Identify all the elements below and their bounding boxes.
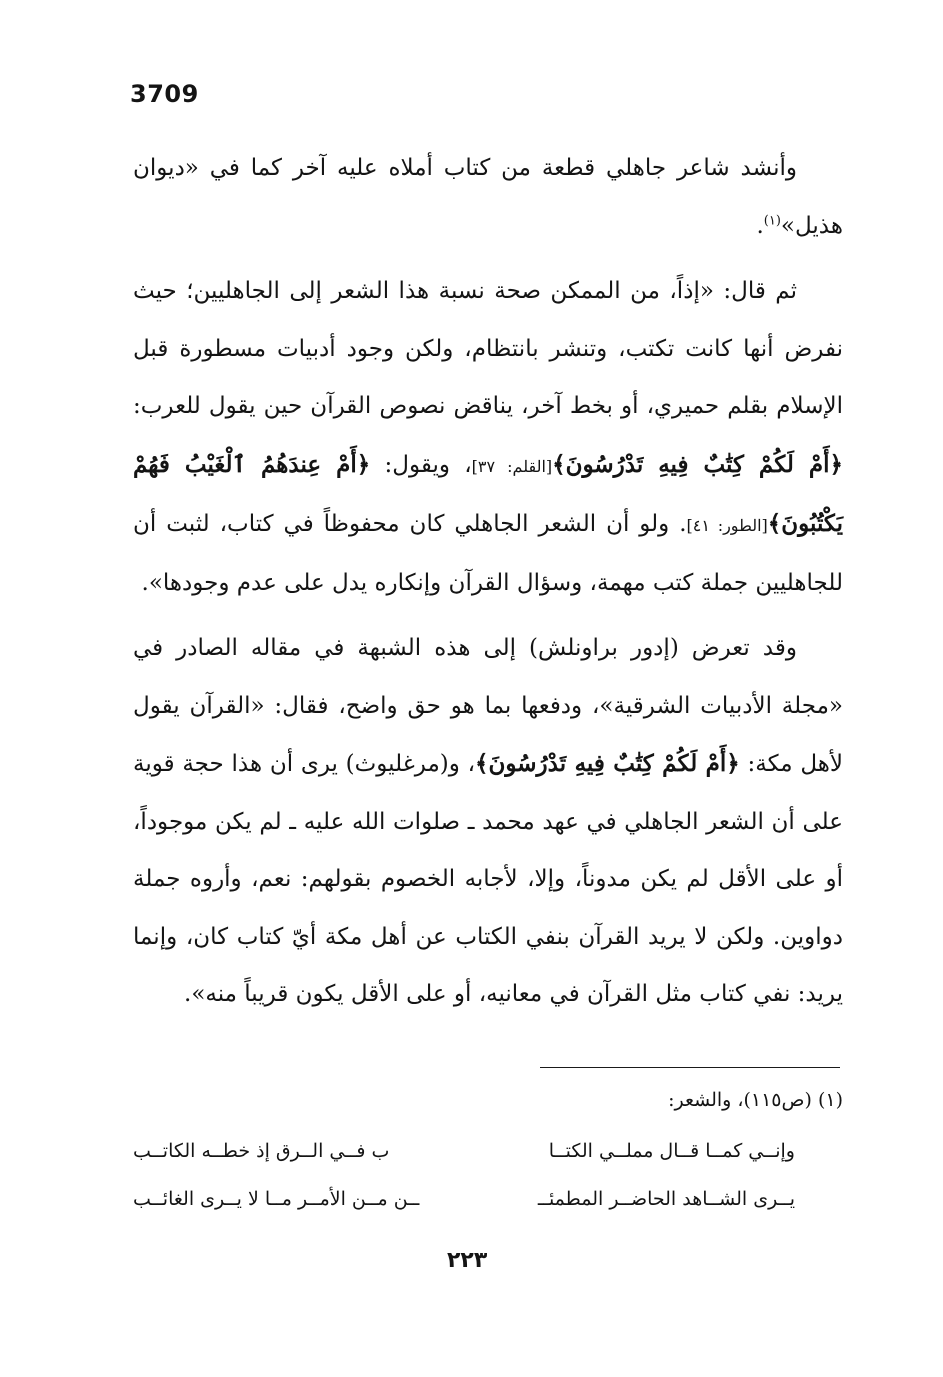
paragraph-3 (133, 620, 843, 1024)
verse-citation-qalam: [القلم: ٣٧] (471, 456, 553, 476)
paragraph-1-tail: . (756, 212, 764, 239)
verse-second-hemistich: ــن مــن الأمــر مــا لا يــرى الغائــب (133, 1188, 420, 1210)
page-id: 3709 (130, 80, 199, 108)
quran-verse-tur: ﴿أَمْ عِندَهُمُ ٱلْغَيْبُ فَهُمْ يَكْتُبُونَ﴾ (133, 450, 843, 537)
paragraph-2-text-3: . ولو أن الشعر الجاهلي كان محفوظاً في كتاب، لثبت أن للجاهليين جملة كتب مهمة، وسؤال القرآن وإنكاره يدل على عدم وجودها». (133, 511, 843, 596)
paragraph-2-text-2: ، ويقول: (370, 451, 472, 478)
quran-verse-qalam-repeat: ﴿أَمْ لَكُمْ كِتَٰبٌ فِيهِ تَدْرُسُونَ﴾ (475, 750, 740, 777)
paragraph-2 (133, 263, 843, 612)
paragraph-3-text-2: ، و(مرغليوث) يرى أن هذا حجة قوية على أن الشعر الجاهلي في عهد محمد ـ صلوات الله عليه ـ لم يكن موجوداً، أو على الأقل لم يكن مدوناً، وإلا، لأجابه الخصوم بقولهم: نعم، وأروه جملة دواوين. ولكن لا يريد القرآن بنفي الكتاب عن أهل مكة أيّ كتاب كان، وإنما يريد: نفي كتاب مثل القرآن في معانيه، أو على الأقل يكون قريباً منه». (133, 751, 843, 1007)
verse-first-hemistich: يــرى الشــاهد الحاضــر المطمئــ (537, 1188, 795, 1210)
footnote-divider (540, 1067, 840, 1068)
footnote: (١) (ص١١٥)، والشعر: (668, 1089, 843, 1111)
footnote-reference: (١) (763, 212, 781, 228)
paragraph-2-text-1: ثم قال: «إذاً، من الممكن صحة نسبة هذا الشعر إلى الجاهليين؛ حيث نفرض أنها كانت تكتب، وتنشر بانتظام، ولكن وجود أدبيات مسطورة قبل الإسلام بقلم حميري، أو بخط آخر، يناقض نصوص القرآن حين يقول للعرب: (133, 278, 843, 419)
verse-second-hemistich: ب فــي الــرق إذ خطــه الكاتــب (133, 1140, 390, 1162)
verse-citation-tur: [الطور: ٤١] (686, 516, 768, 535)
body-text (133, 140, 843, 1024)
paragraph-3-text-1: وقد تعرض (إدور براونلش) إلى هذه الشبهة في مقاله الصادر في «مجلة الأدبيات الشرقية»، ودفعها بما هو حق واضح، فقال: «القرآن يقول لأهل مكة: (133, 635, 843, 777)
verse-first-hemistich: وإنــي كمــا قــال مملــي الكتــا (548, 1140, 795, 1162)
page-number: ٢٢٣ (447, 1248, 488, 1273)
quran-verse-qalam: ﴿أَمْ لَكُمْ كِتَٰبٌ فِيهِ تَدْرُسُونَ﴾ (552, 450, 844, 478)
paragraph-1-text: وأنشد شاعر جاهلي قطعة من كتاب أملاه عليه آخر كما في «ديوان هذيل» (133, 155, 843, 239)
paragraph-1 (133, 140, 843, 255)
